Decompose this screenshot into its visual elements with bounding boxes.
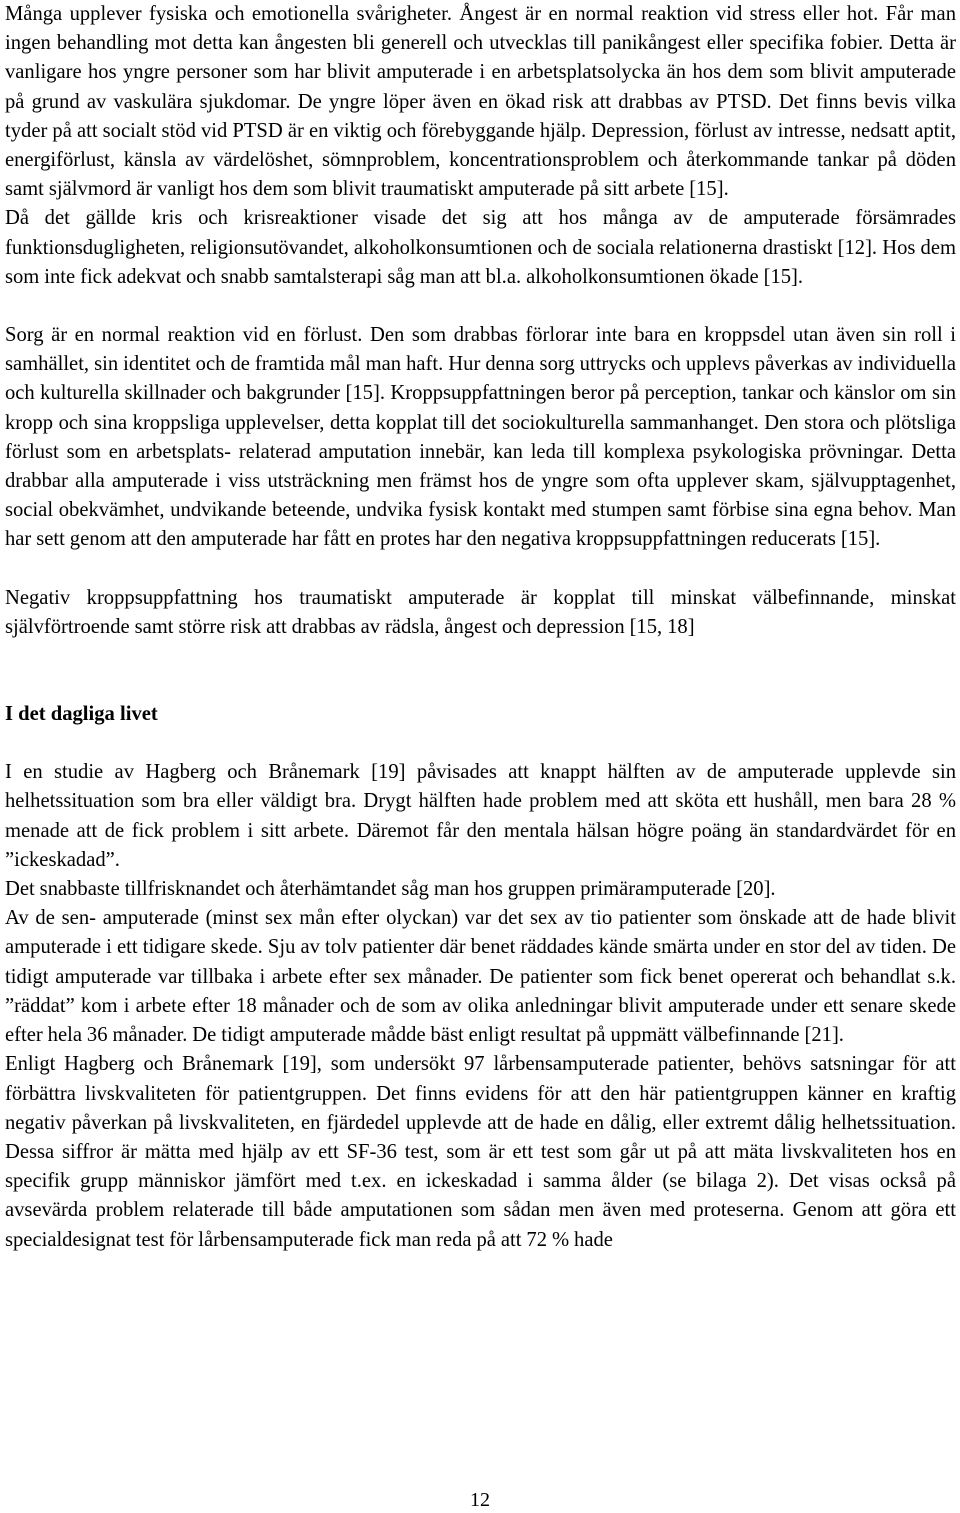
paragraph-spacer: [5, 292, 956, 321]
paragraph-quality-of-life: Enligt Hagberg och Brånemark [19], som undersökt 97 lårbensamputerade patienter, behövs satsningar för att förbättra livskvaliteten för patientgruppen. Det finns evidens för att den här patientgruppen känner en kraftig negativ påverkan på livskvaliteten, en fjärdedel upplevde att de hade en dålig, eller extremt dålig helhetssituation. Dessa siffror är mätta med hjälp av ett SF-36 test, som är ett test som går ut på att mäta livskvaliteten hos en specifik grupp människor jämfört med t.ex. en ickeskadad i samma ålder (se bilaga 2). Det visas också på avsevärda problem relaterade till både amputationen som sådan men även med proteserna. Genom att göra ett specialdesignat test för lårbensamputerade fick man reda på att 72 % hade: [5, 1053, 956, 1251]
paragraph-spacer: [5, 729, 956, 758]
paragraph-spacer: [5, 555, 956, 584]
paragraph-emotional-difficulties: Många upplever fysiska och emotionella svårigheter. Ångest är en normal reaktion vid stress eller hot. Får man ingen behandling mot detta kan ångesten bli generell och utvecklas till panikångest eller specifika fobier. Detta är vanligare hos yngre personer som har blivit amputerade i en arbetsplatsolycka än hos dem som blivit amputerade på grund av vaskulära sjukdomar. De yngre löper även en ökad risk att drabbas av PTSD. Det finns bevis vilka tyder på att socialt stöd vid PTSD är en viktig och förebyggande hjälp. Depression, förlust av intresse, nedsatt aptit, energiförlust, känsla av värdelöshet, sömnproblem, koncentrationsproblem och återkommande tankar på döden samt självmord är vanligt hos dem som blivit traumatiskt amputerade på sitt arbete [15].: [5, 3, 956, 201]
paragraph-crisis-reactions: Då det gällde kris och krisreaktioner visade det sig att hos många av de amputerade försämrades funktionsdugligheten, religionsutövandet, alkoholkonsumtionen och de sociala relationerna drastiskt [12]. Hos dem som inte fick adekvat och snabb samtalsterapi såg man att bl.a. alkoholkonsumtionen ökade [15].: [5, 207, 956, 288]
paragraph-fastest-recovery: Det snabbaste tillfrisknandet och återhämtandet såg man hos gruppen primäramputerade [20].: [5, 878, 776, 901]
paragraph-hagberg-study: I en studie av Hagberg och Brånemark [19] påvisades att knappt hälften av de amputerade upplevde sin helhetssituation som bra eller väldigt bra. Drygt hälften hade problem med att sköta ett hushåll, men bara 28 % menade att de fick problem i sitt arbete. Däremot får den mentala hälsan högre poäng än standardvärdet för en ”ickeskadad”.: [5, 761, 956, 871]
paragraph-late-amputated: Av de sen- amputerade (minst sex mån efter olyckan) var det sex av tio patienter som önskade att de hade blivit amputerade i ett tidigare skede. Sju av tolv patienter där benet räddades kände smärta under en stor del av tiden. De tidigt amputerade var tillbaka i arbete efter sex månader. De patienter som fick benet opererat och behandlat s.k. ”räddat” kom i arbete efter 18 månader och de som av olika anledningar blivit amputerade under ett senare skede efter hela 36 månader. De tidigt amputerade mådde bäst enligt resultat på uppmätt välbefinnande [21].: [5, 907, 956, 1047]
page-number: 12: [470, 1489, 490, 1511]
paragraph-negative-body-image: Negativ kroppsuppfattning hos traumatiskt amputerade är kopplat till minskat välbefinnande, minskat självförtroende samt större risk att drabbas av rädsla, ångest och depression [15, 18]: [5, 586, 956, 638]
document-page: [5, 0, 956, 1255]
paragraph-grief-body-image: Sorg är en normal reaktion vid en förlust. Den som drabbas förlorar inte bara en kroppsdel utan även sin roll i samhället, sin identitet och de framtida mål man haft. Hur denna sorg uttrycks och upplevs påverkas av individuella och kulturella skillnader och bakgrunder [15]. Kroppsuppfattningen beror på perception, tankar och känslor om sin kropp och sina kroppsliga upplevelser, detta kopplat till det sociokulturella sammanhanget. Den stora och plötsliga förlust som en arbetsplats- relaterad amputation innebär, kan leda till komplexa psykologiska prövningar. Detta drabbar alla amputerade i viss utsträckning men främst hos de yngre som ofta upplever skam, självupptagenhet, social obekvämhet, undvikande beteende, undvika fysisk kontakt med stumpen samt förbise sina egna behov. Man har sett genom att den amputerade har fått en protes har den negativa kroppsuppfattningen reducerats [15].: [5, 324, 956, 551]
section-spacer: [5, 642, 956, 700]
section-heading: I det dagliga livet: [5, 703, 158, 726]
